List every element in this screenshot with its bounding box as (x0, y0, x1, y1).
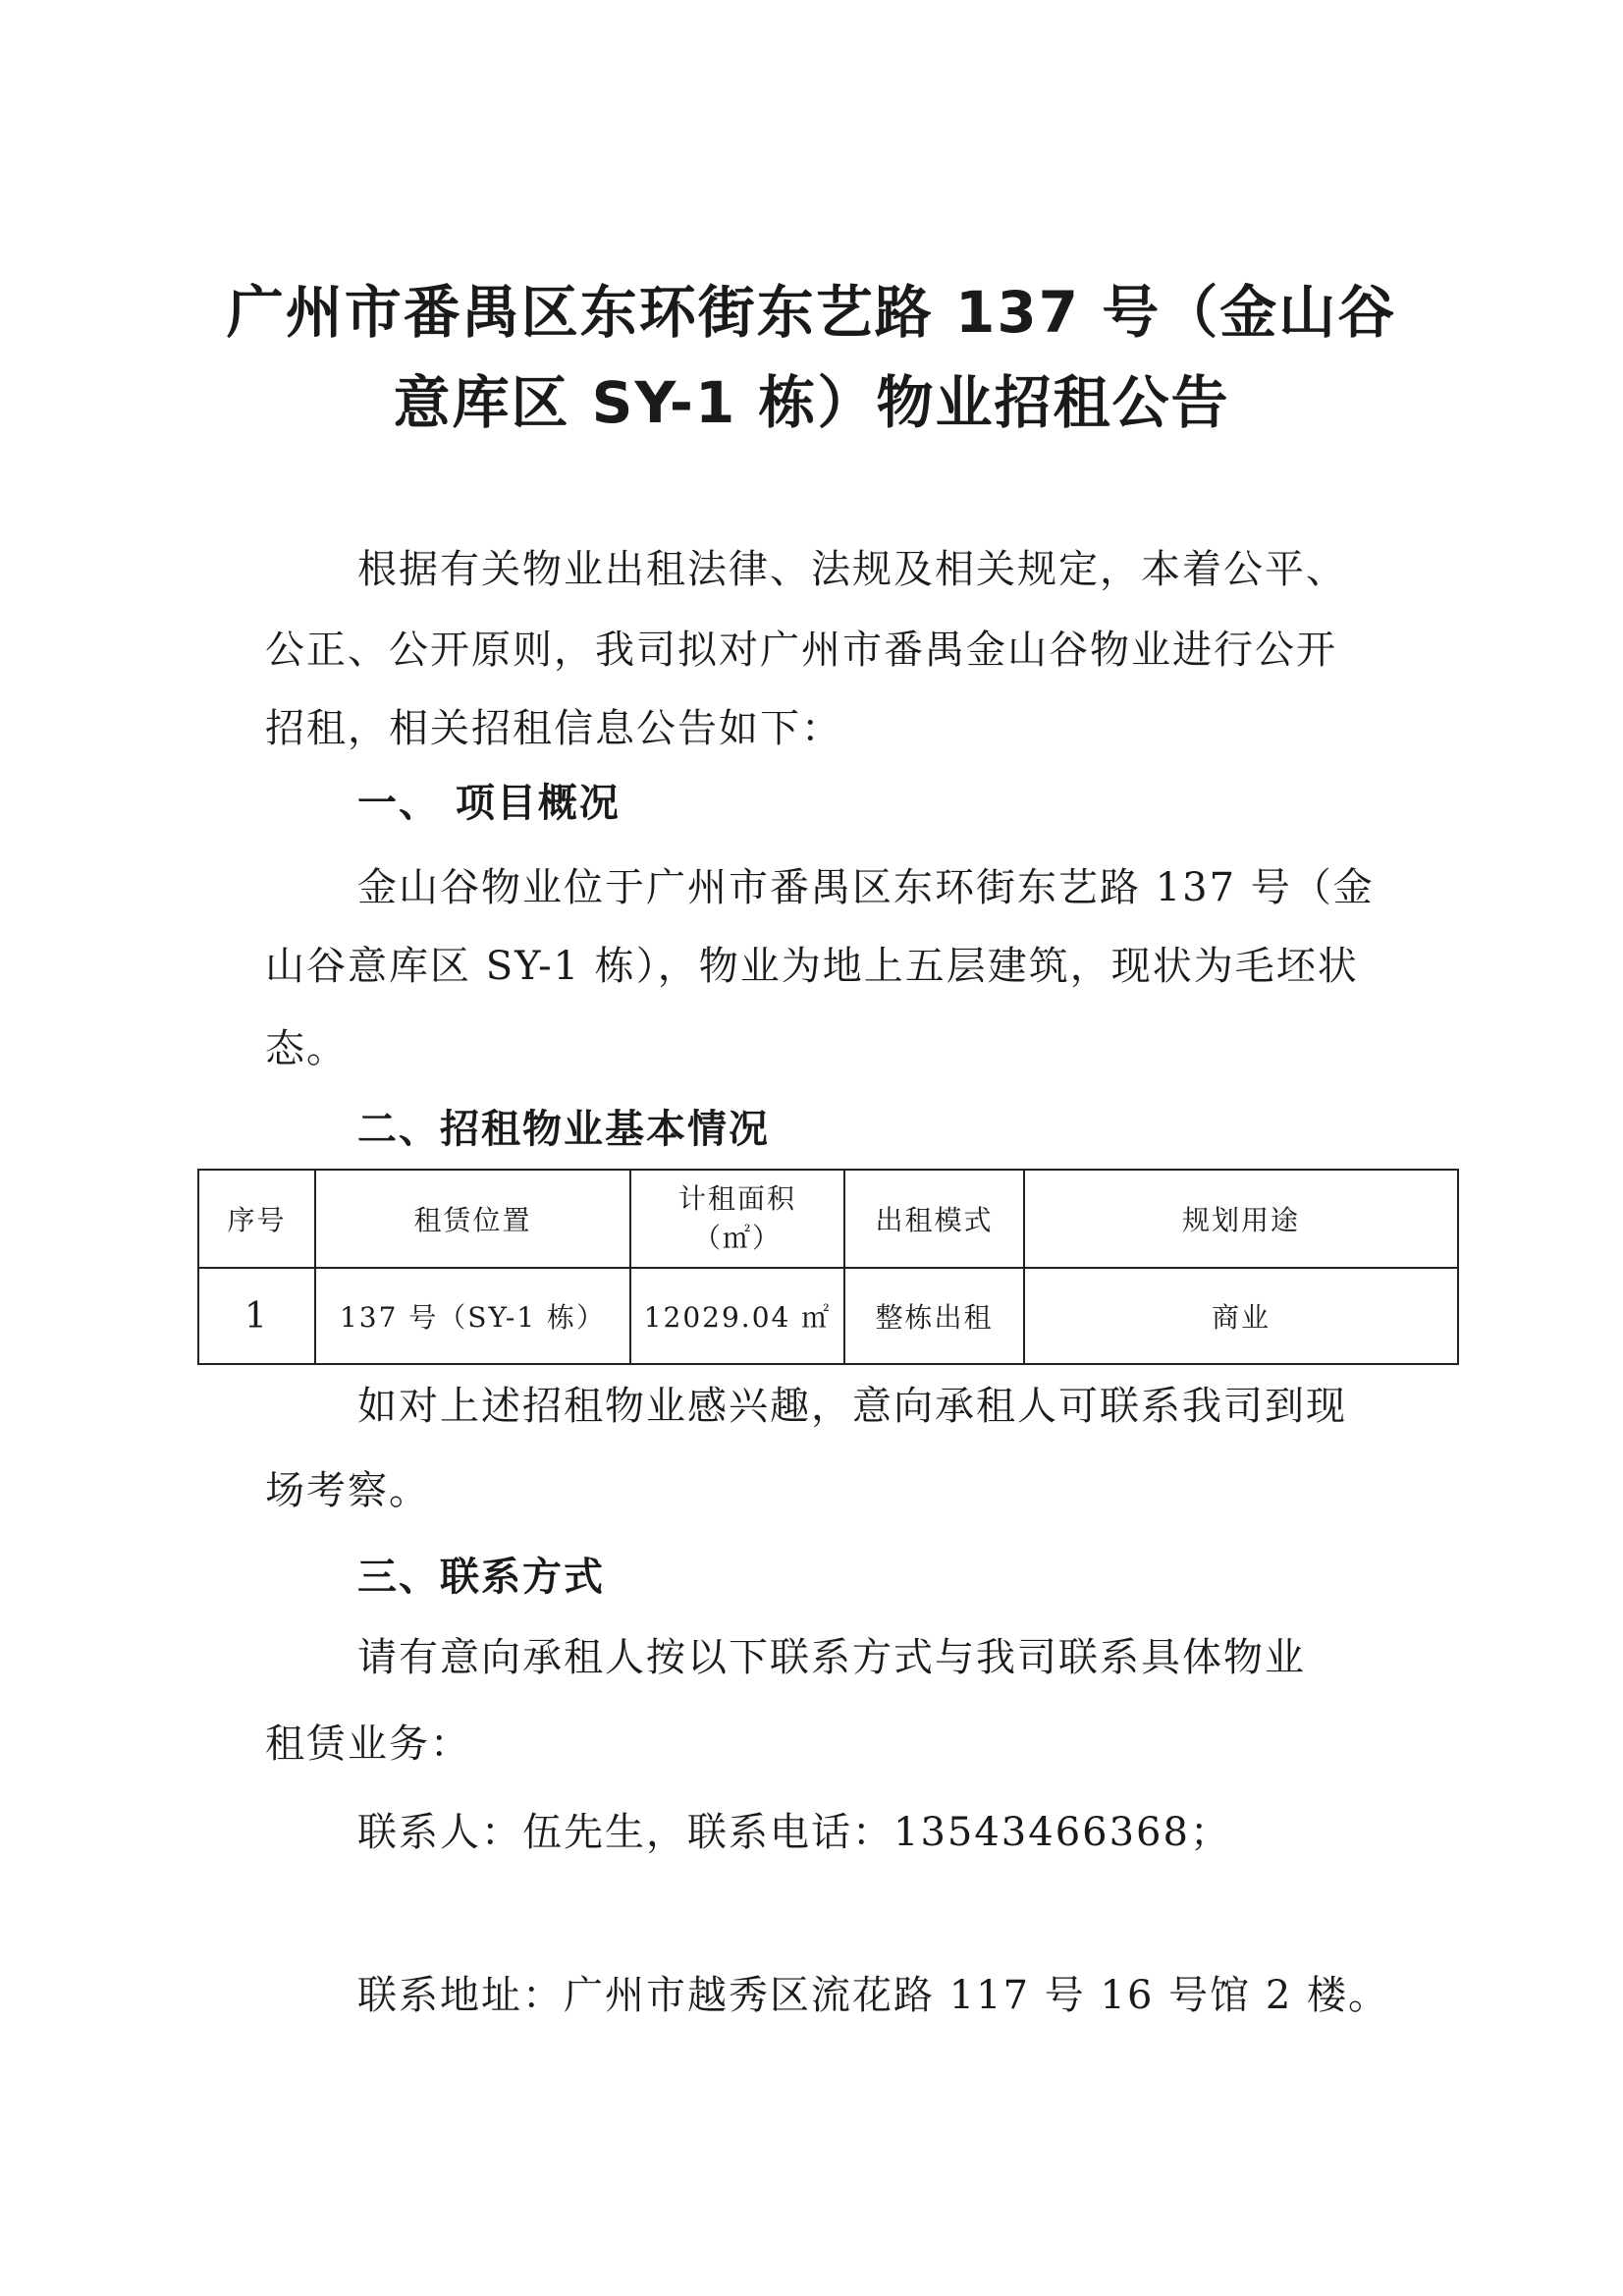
section-1-line-1: 金山谷物业位于广州市番禺区东环街东艺路 137 号（金 (357, 865, 1375, 910)
section-3-line-2: 租赁业务： (265, 1722, 471, 1767)
cell-index: 1 (198, 1268, 315, 1364)
property-table (197, 1169, 1459, 1365)
section-1-heading: 一、 项目概况 (357, 781, 621, 826)
contact-address: 联系地址：广州市越秀区流花路 117 号 16 号馆 2 楼。 (357, 1973, 1389, 2018)
intro-line-1: 根据有关物业出租法律、法规及相关规定，本着公平、 (357, 547, 1347, 592)
header-index: 序号 (198, 1170, 315, 1268)
section-2-heading: 二、招租物业基本情况 (357, 1107, 770, 1152)
section-3-heading: 三、联系方式 (357, 1555, 605, 1600)
header-area (630, 1170, 844, 1268)
section-2-line-1: 如对上述招租物业感兴趣，意向承租人可联系我司到现 (357, 1384, 1347, 1429)
header-area-label: 计租面积 (677, 1182, 796, 1215)
contact-person: 联系人：伍先生，联系电话：13543466368； (357, 1810, 1231, 1855)
section-1-line-3: 态。 (265, 1026, 348, 1071)
intro-line-2: 公正、公开原则，我司拟对广州市番禺金山谷物业进行公开 (265, 628, 1337, 673)
cell-area: 12029.04 ㎡ (630, 1268, 844, 1364)
section-3-line-1: 请有意向承租人按以下联系方式与我司联系具体物业 (357, 1635, 1306, 1680)
section-2-line-2: 场考察。 (265, 1468, 430, 1513)
table-row (198, 1268, 1458, 1364)
cell-location: 137 号（SY-1 栋） (315, 1268, 630, 1364)
header-planned-use: 规划用途 (1024, 1170, 1458, 1268)
cell-rental-mode: 整栋出租 (844, 1268, 1024, 1364)
cell-planned-use: 商业 (1024, 1268, 1458, 1364)
title-line-2: 意库区 SY-1 栋）物业招租公告 (393, 369, 1230, 436)
section-1-line-2: 山谷意库区 SY-1 栋），物业为地上五层建筑，现状为毛坯状 (265, 944, 1359, 989)
header-area-unit: （㎡） (692, 1222, 782, 1254)
table-header-row (198, 1170, 1458, 1268)
intro-line-3: 招租，相关招租信息公告如下： (265, 706, 842, 751)
title-line-1: 广州市番禺区东环街东艺路 137 号（金山谷 (226, 279, 1397, 346)
header-location: 租赁位置 (315, 1170, 630, 1268)
header-rental-mode: 出租模式 (844, 1170, 1024, 1268)
